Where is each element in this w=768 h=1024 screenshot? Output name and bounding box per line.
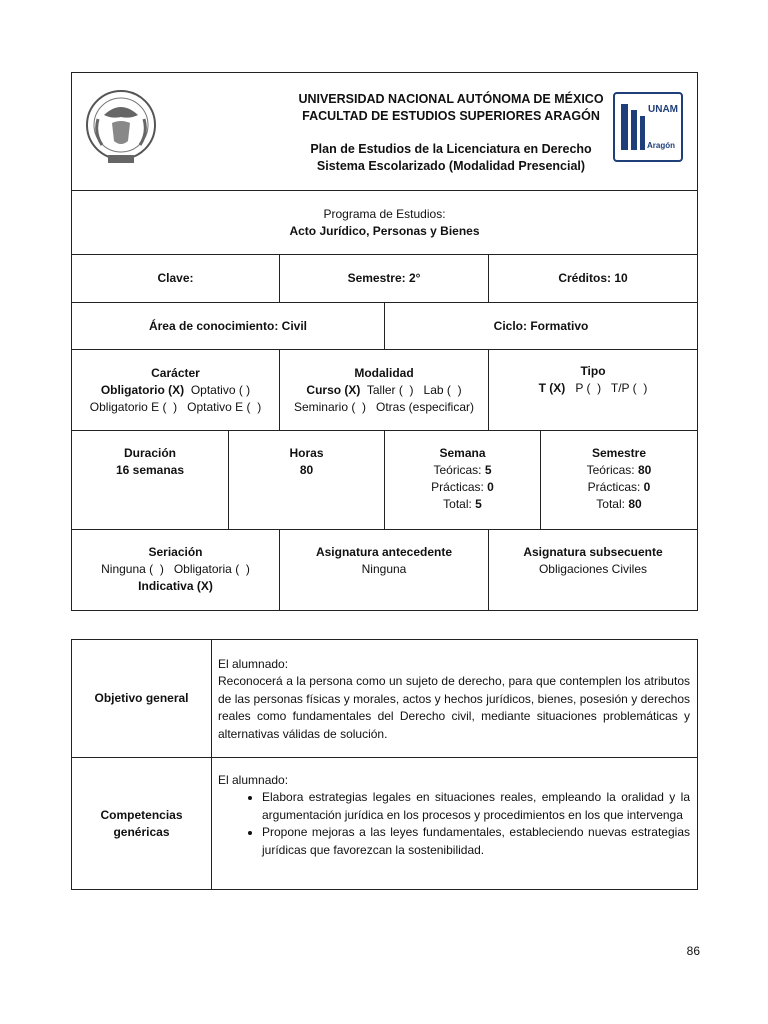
semestre-horas-cell: [541, 431, 697, 529]
modalidad-options: Taller ( ) Lab ( ): [366, 382, 462, 397]
semana-teoricas: 5: [484, 463, 492, 477]
creditos-cell: Créditos: 10: [558, 271, 628, 285]
university-name: UNIVERSIDAD NACIONAL AUTÓNOMA DE MÉXICO: [298, 92, 604, 106]
semana-teoricas-label: Teóricas:: [433, 463, 482, 477]
horas-title: Horas: [289, 446, 324, 460]
modalidad-options-2: Seminario ( ) Otras (especificar): [293, 399, 475, 414]
semestre-cell: Semestre: 2°: [347, 271, 421, 285]
program-label: Programa de Estudios:: [323, 206, 446, 221]
objetivo-text: Reconocerá a la persona como un sujeto de derecho, para que contemplen los atributos de las personas físicas y morales, actos y hechos jurídicos, bienes, posesión y derechos reales como fundamentales del Derecho civil, mediante situaciones problemáticas y alternativas válidas de solución.: [218, 674, 690, 741]
competencias-list: [218, 789, 690, 859]
antecedente-value: Ninguna: [361, 562, 407, 576]
area-cell: Área de conocimiento: Civil: [148, 318, 308, 333]
logo-aragon-text: Aragón: [647, 141, 675, 150]
semana-title: Semana: [439, 446, 486, 460]
fes-aragon-logo: [613, 92, 683, 162]
semestre-practicas-label: Prácticas:: [587, 480, 641, 494]
seriacion-title: Seriación: [148, 545, 203, 559]
caracter-options-e: Obligatorio E ( ) Optativo E ( ): [89, 399, 262, 414]
tipo-cell: [489, 350, 697, 430]
semana-practicas-label: Prácticas:: [431, 480, 484, 494]
subsecuente-value: Obligaciones Civiles: [538, 562, 648, 576]
modalidad-title: Modalidad: [354, 365, 414, 380]
unam-seal-logo: [84, 89, 158, 167]
system-title: Sistema Escolarizado (Modalidad Presencial): [316, 158, 586, 173]
semana-total-label: Total:: [443, 497, 472, 511]
clave-cell: Clave:: [157, 271, 194, 285]
horas-value: 80: [299, 463, 314, 477]
semana-cell: [385, 431, 540, 529]
objectives-table: [71, 639, 698, 890]
competencias-label-line1: Competencias: [100, 807, 183, 822]
competencias-label-line2: genéricas: [113, 824, 170, 839]
subsecuente-title: Asignatura subsecuente: [523, 545, 663, 559]
objetivo-intro: El alumnado:: [218, 657, 289, 671]
semestre-total: 80: [628, 497, 642, 511]
tipo-options: P ( ) T/P ( ): [575, 381, 648, 395]
page-number: 86: [686, 944, 700, 958]
caracter-cell: [72, 350, 279, 430]
semestre-teoricas-label: Teóricas:: [586, 463, 635, 477]
duracion-value: 16 semanas: [115, 463, 185, 477]
duracion-title: Duración: [123, 446, 176, 460]
ciclo-cell: Ciclo: Formativo: [493, 318, 589, 333]
horas-cell: [229, 431, 384, 529]
duracion-cell: [72, 431, 228, 529]
program-cell: [72, 191, 697, 254]
tipo-selected: T (X): [538, 381, 566, 395]
logo-unam-text: UNAM: [648, 104, 678, 115]
semestre-practicas: 0: [643, 480, 651, 494]
course-info-table: [71, 72, 698, 611]
semestre-teoricas: 80: [638, 463, 652, 477]
antecedente-title: Asignatura antecedente: [315, 545, 453, 559]
objetivo-label: Objetivo general: [94, 691, 189, 705]
semestre-title: Semestre: [591, 446, 647, 460]
subsecuente-cell: [489, 530, 697, 610]
modalidad-selected: Curso (X): [306, 382, 361, 397]
semestre-total-label: Total:: [596, 497, 625, 511]
seriacion-cell: [72, 530, 279, 610]
semana-practicas: 0: [487, 480, 494, 494]
list-item: • Elabora estrategias legales en situaciones reales, empleando la oralidad y la argumentación jurídica en los procesos y procedimientos en los que intervenga: [262, 789, 690, 824]
seriacion-options: Ninguna ( ) Obligatoria ( ): [101, 562, 250, 576]
subject-name: Acto Jurídico, Personas y Bienes: [289, 223, 480, 238]
faculty-name: FACULTAD DE ESTUDIOS SUPERIORES ARAGÓN: [302, 108, 600, 123]
modalidad-cell: [280, 350, 488, 430]
caracter-option-optativo: Optativo ( ): [190, 382, 251, 397]
header-titles: [242, 91, 660, 174]
caracter-title: Carácter: [151, 365, 200, 380]
competencias-label: [72, 758, 211, 889]
antecedente-cell: [280, 530, 488, 610]
plan-title: Plan de Estudios de la Licenciatura en Derecho: [310, 142, 592, 156]
competencias-intro: El alumnado:: [218, 773, 289, 787]
caracter-selected: Obligatorio (X): [100, 382, 185, 397]
objetivo-content: [218, 656, 690, 743]
seriacion-selected: Indicativa (X): [138, 579, 213, 593]
tipo-title: Tipo: [580, 364, 606, 378]
competencias-content: [218, 772, 690, 859]
semana-total: 5: [475, 497, 482, 511]
list-item: • Propone mejoras a las leyes fundamentales, estableciendo nuevas estrategias jurídicas que favorezcan la sostenibilidad.: [262, 824, 690, 859]
